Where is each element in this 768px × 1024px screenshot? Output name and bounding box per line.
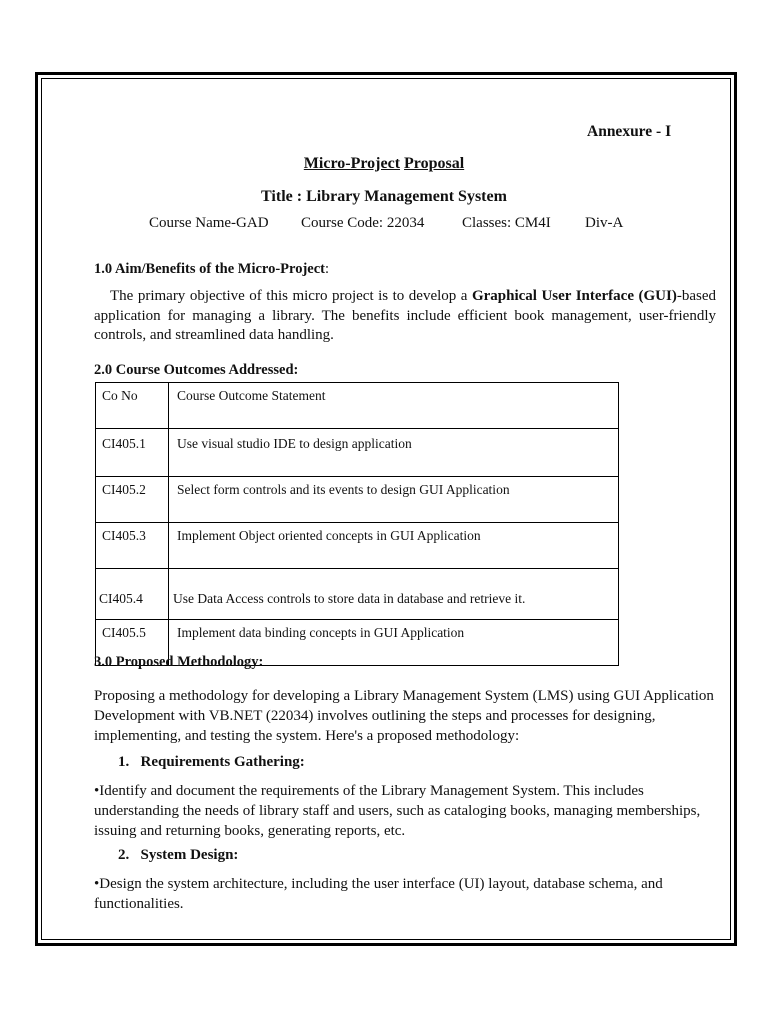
table-cell-statement: Implement Object oriented concepts in GUI Application: [169, 523, 619, 569]
step-2-heading: [118, 847, 238, 864]
table-row: [96, 569, 619, 620]
section-1-heading-colon: :: [325, 261, 330, 277]
table-cell-statement: Implement data binding concepts in GUI Application: [169, 620, 619, 666]
section-2-heading: 2.0 Course Outcomes Addressed:: [94, 362, 299, 378]
table-row: [96, 523, 619, 569]
course-name: Course Name-GAD: [149, 215, 269, 231]
table-cell-co-no: CI405.1: [96, 429, 169, 477]
table-cell-co-no: CI405.3: [96, 523, 169, 569]
step-1-number: 1.: [118, 754, 130, 770]
section-1-heading: [94, 261, 329, 278]
table-cell-statement: Use Data Access controls to store data in database and retrieve it.: [169, 569, 619, 620]
table-cell-co-no: CI405.5: [96, 620, 169, 666]
section-3-intro: Proposing a methodology for developing a Library Management System (LMS) using GUI Application Development with VB.NET (22034) involves outlining the steps and processes for designing, implementing, and testing the system. Here's a proposed methodology:: [94, 688, 714, 744]
course-division: Div-A: [585, 215, 624, 231]
step-1-heading: [118, 754, 305, 771]
table-cell-statement: Use visual studio IDE to design application: [169, 429, 619, 477]
table-header-row: [96, 383, 619, 429]
table-header-statement: Course Outcome Statement: [169, 383, 619, 429]
section-1-paragraph: [94, 287, 716, 346]
proposal-heading: [0, 155, 768, 173]
course-outcomes-table: [95, 382, 619, 666]
step-2-title: System Design:: [140, 847, 239, 863]
table-header-co-no: Co No: [96, 383, 169, 429]
course-code: Course Code: 22034: [301, 215, 425, 231]
table-cell-co-no: CI405.4: [96, 569, 169, 620]
proposal-heading-word-1: Micro-Project: [303, 155, 401, 172]
step-2-text: •Design the system architecture, including the user interface (UI) layout, database schema, and functionalities.: [94, 876, 663, 912]
proposal-heading-word-2: Proposal: [404, 155, 465, 172]
table-cell-co-no: CI405.2: [96, 477, 169, 523]
course-classes: Classes: CM4I: [462, 215, 551, 231]
section-1-text-after: -based application for managing a library. The benefits include efficient book management, user-friendly controls, and streamlined data handling.: [94, 288, 716, 343]
table-row: [96, 429, 619, 477]
section-1-text-before: The primary objective of this micro project is to develop a: [110, 288, 472, 304]
step-2-number: 2.: [118, 847, 130, 863]
section-1-heading-text: 1.0 Aim/Benefits of the Micro-Project: [94, 261, 325, 277]
annexure-label: Annexure - I: [587, 123, 672, 140]
table-row: [96, 477, 619, 523]
document-title: Title : Library Management System: [261, 188, 507, 205]
section-1-text-bold: Graphical User Interface (GUI): [471, 288, 677, 304]
table-cell-statement: Select form controls and its events to design GUI Application: [169, 477, 619, 523]
step-1-text: •Identify and document the requirements of the Library Management System. This includes understanding the needs of library staff and users, such as cataloging books, managing memberships, issuing and returning books, generating reports, etc.: [94, 783, 701, 839]
step-1-title: Requirements Gathering:: [140, 754, 305, 770]
section-3-heading: 3.0 Proposed Methodology:: [94, 654, 264, 670]
